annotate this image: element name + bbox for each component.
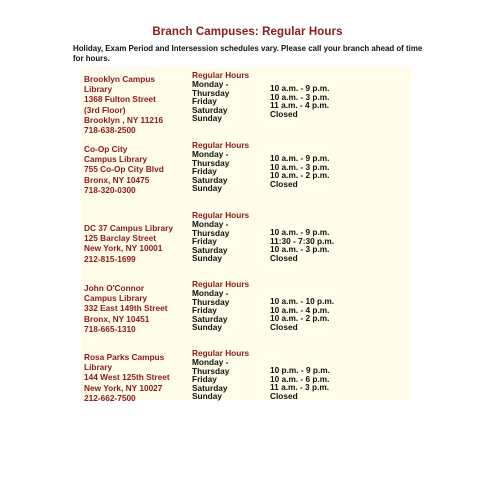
address-line: Bronx, NY 10451 xyxy=(84,313,150,324)
hours-heading: Regular Hours xyxy=(192,210,250,220)
day-label: Thursday xyxy=(192,227,230,238)
day-label: Friday xyxy=(192,166,217,177)
time-value: Closed xyxy=(270,108,298,119)
time-value: 10 a.m. - 3 p.m. xyxy=(270,91,330,102)
page-title: Branch Campuses: Regular Hours xyxy=(152,26,343,38)
branch-name: Brooklyn Campus xyxy=(84,74,155,84)
intro-note: Holiday, Exam Period and Intersession schedules vary. Please call your branch ahead of time for hours. xyxy=(73,44,423,63)
address-line: New York, NY 10001 xyxy=(84,243,163,254)
branch-address xyxy=(84,223,192,264)
address-line: Bronx, NY 10475 xyxy=(84,174,150,185)
day-label: Monday - xyxy=(192,79,229,89)
time-value: 10 a.m. - 2 p.m. xyxy=(270,170,330,181)
day-label: Thursday xyxy=(192,296,230,307)
time-value: 10 a.m. - 3 p.m. xyxy=(270,244,330,255)
branch-address xyxy=(84,74,192,135)
time-value: 10 a.m. - 9 p.m. xyxy=(270,83,330,93)
time-value: Closed xyxy=(270,390,298,401)
time-value: 10 a.m. - 9 p.m. xyxy=(270,153,330,163)
day-label: Sunday xyxy=(192,113,222,124)
branch-name: Rosa Parks Campus xyxy=(84,352,165,362)
day-label: Saturday xyxy=(192,313,228,324)
day-label: Thursday xyxy=(192,87,230,98)
time-value: 10 a.m. - 6 p.m. xyxy=(270,373,330,384)
times-column xyxy=(270,84,329,118)
address-line: 755 Co-Op City Blvd xyxy=(84,164,164,175)
time-value: Closed xyxy=(270,252,298,263)
branch-name: Co-Op City xyxy=(84,144,128,154)
hours-heading: Regular Hours xyxy=(192,70,250,80)
hours-heading: Regular Hours xyxy=(192,279,250,289)
day-label: Friday xyxy=(192,374,217,385)
branch-name: Campus Library xyxy=(84,293,148,304)
times-column xyxy=(270,297,334,331)
phone-number: 718-665-1310 xyxy=(84,323,136,334)
days-column xyxy=(192,80,229,123)
phone-number: 212-662-7500 xyxy=(84,392,136,403)
time-value: 11 a.m. - 3 p.m. xyxy=(270,382,330,393)
time-value: Closed xyxy=(270,178,298,189)
time-value: 10 a.m. - 10 p.m. xyxy=(270,296,335,306)
day-label: Friday xyxy=(192,236,217,247)
address-line: (3rd Floor) xyxy=(84,104,126,115)
time-value: 10 a.m. - 9 p.m. xyxy=(270,227,330,237)
days-column xyxy=(192,358,229,401)
branch-name: Library xyxy=(84,362,113,373)
branch-name: Campus Library xyxy=(84,154,148,165)
times-column xyxy=(270,154,329,188)
branch-name: Library xyxy=(84,84,113,95)
day-label: Saturday xyxy=(192,174,228,185)
time-value: Closed xyxy=(270,321,298,332)
day-label: Friday xyxy=(192,305,217,316)
day-label: Saturday xyxy=(192,104,228,115)
day-label: Monday - xyxy=(192,149,229,159)
days-column xyxy=(192,289,229,332)
day-label: Sunday xyxy=(192,322,222,333)
phone-number: 718-638-2500 xyxy=(84,125,136,136)
day-label: Monday - xyxy=(192,357,229,367)
days-column xyxy=(192,150,229,193)
day-label: Monday - xyxy=(192,219,229,229)
branch-address xyxy=(84,144,192,195)
days-column xyxy=(192,220,229,263)
time-value: 10 a.m. - 2 p.m. xyxy=(270,313,330,324)
time-value: 11:30 - 7:30 p.m. xyxy=(270,235,335,246)
address-line: Brooklyn , NY 11216 xyxy=(84,114,164,125)
day-label: Thursday xyxy=(192,365,230,376)
phone-number: 212-815-1699 xyxy=(84,253,136,264)
day-label: Sunday xyxy=(192,253,222,264)
time-value: 10 a.m. - 3 p.m. xyxy=(270,161,330,172)
hours-heading: Regular Hours xyxy=(192,140,250,150)
day-label: Sunday xyxy=(192,391,222,402)
day-label: Saturday xyxy=(192,382,228,393)
branch-address xyxy=(84,283,192,334)
hours-panel xyxy=(81,67,411,403)
time-value: 10 p.m. - 9 p.m. xyxy=(270,365,330,375)
address-line: 332 East 149th Street xyxy=(84,303,168,314)
hours-heading: Regular Hours xyxy=(192,348,250,358)
day-label: Thursday xyxy=(192,157,230,168)
times-column xyxy=(270,228,334,262)
address-line: 1368 Fulton Street xyxy=(84,94,156,105)
address-line: 125 Barclay Street xyxy=(84,233,156,244)
phone-number: 718-320-0300 xyxy=(84,184,136,195)
branch-address xyxy=(84,352,192,403)
day-label: Friday xyxy=(192,96,217,107)
address-line: New York, NY 10027 xyxy=(84,382,163,393)
branch-name: John O'Connor xyxy=(84,283,145,293)
day-label: Monday - xyxy=(192,288,229,298)
address-line: 144 West 125th Street xyxy=(84,372,170,383)
day-label: Sunday xyxy=(192,183,222,194)
times-column xyxy=(270,366,330,400)
branch-name: DC 37 Campus Library xyxy=(84,223,173,233)
time-value: 10 a.m. - 4 p.m. xyxy=(270,304,330,315)
time-value: 11 a.m. - 4 p.m. xyxy=(270,100,330,111)
day-label: Saturday xyxy=(192,244,228,255)
